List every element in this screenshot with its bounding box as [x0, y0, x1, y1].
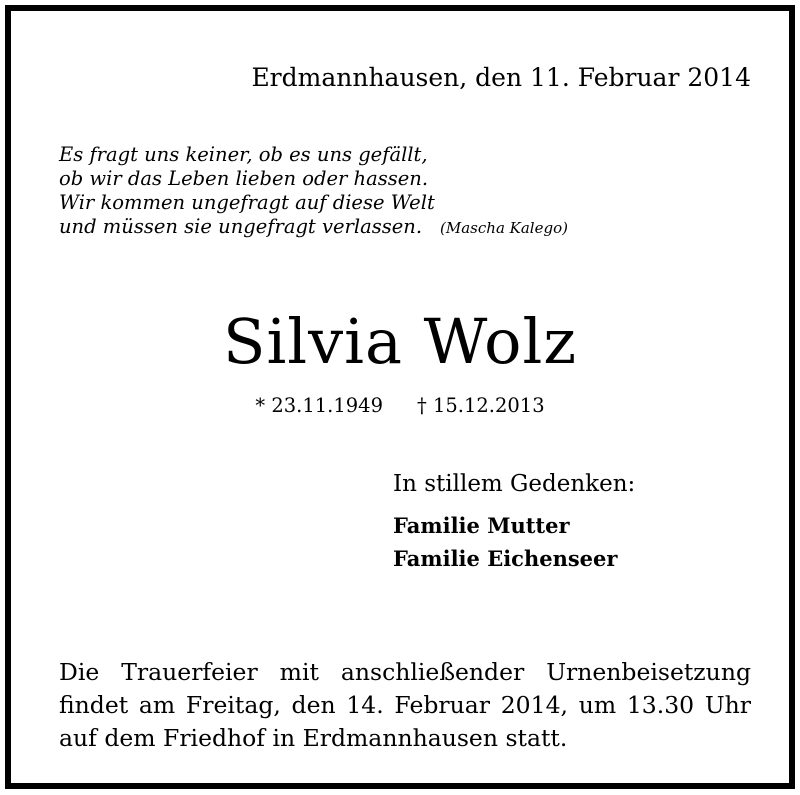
death-date: † 15.12.2013 — [417, 394, 545, 417]
poem-line-last — [59, 215, 568, 240]
obituary-notice — [5, 5, 795, 789]
family-name: Familie Eichenseer — [393, 546, 618, 571]
life-dates — [11, 394, 789, 417]
ceremony-line: Die Trauerfeier mit anschließender Urnenbeisetzung — [59, 658, 751, 686]
mourner-families — [393, 509, 617, 575]
ceremony-line: findet am Freitag, den 14. Februar 2014, um 13.30 Uhr — [59, 691, 751, 719]
poem-line-text: und müssen sie ungefragt verlassen. — [59, 215, 423, 238]
remembrance-heading: In stillem Gedenken: — [393, 471, 636, 497]
poem-line: Wir kommen ungefragt auf diese Welt — [59, 191, 435, 214]
poem-author: (Mascha Kalego) — [440, 219, 568, 237]
birth-date: * 23.11.1949 — [255, 394, 383, 417]
poem-line: Es fragt uns keiner, ob es uns gefällt, — [59, 143, 428, 166]
ceremony-info — [59, 656, 751, 755]
poem-quote — [59, 143, 568, 240]
ceremony-line: auf dem Friedhof in Erdmannhausen statt. — [59, 724, 568, 752]
poem-line: ob wir das Leben lieben oder hassen. — [59, 167, 429, 190]
family-name: Familie Mutter — [393, 513, 570, 538]
deceased-name: Silvia Wolz — [223, 305, 577, 378]
place-and-date: Erdmannhausen, den 11. Februar 2014 — [251, 63, 751, 92]
